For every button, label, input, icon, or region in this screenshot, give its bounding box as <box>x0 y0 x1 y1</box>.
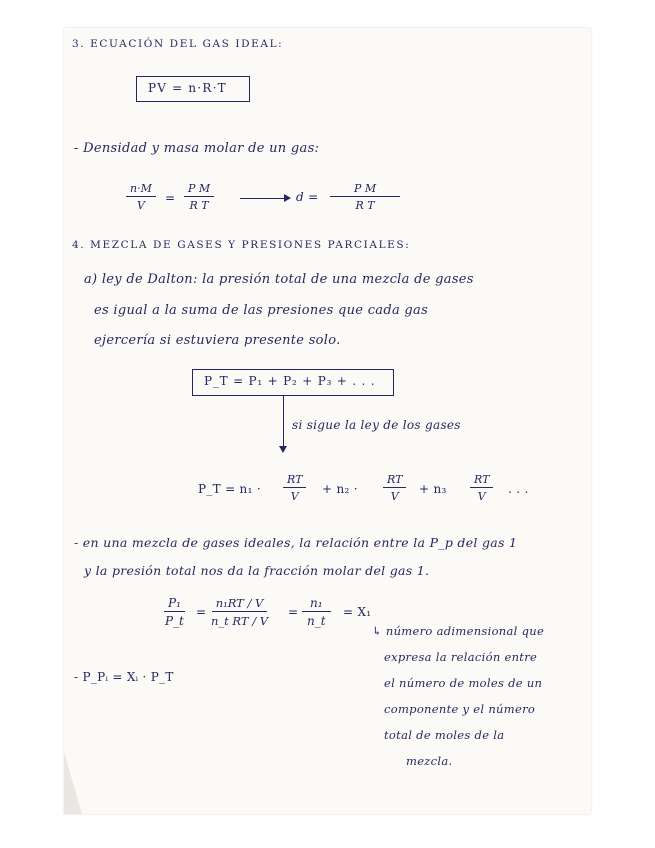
note-line-6: mezcla. <box>406 754 453 768</box>
mole-fraction-eq-2: = <box>288 605 299 619</box>
density-d-label: d = <box>296 190 319 204</box>
expansion-fraction-3-den: V <box>477 490 486 503</box>
mole-fraction-result: = X₁ <box>343 605 372 619</box>
ideal-mix-line-2: y la presión total nos da la fracción molar del gas 1. <box>84 563 430 578</box>
expansion-fraction-2-num: RT <box>383 473 406 488</box>
dalton-text-line-1: a) ley de Dalton: la presión total de una mezcla de gases <box>84 272 474 287</box>
density-heading: - Densidad y masa molar de un gas: <box>74 141 320 156</box>
expansion-fraction-2-den: V <box>390 490 399 503</box>
density-mid-numerator: P M <box>184 182 214 197</box>
density-rhs-denominator: R T <box>355 199 375 212</box>
dalton-text-line-2: es igual a la suma de las presiones que cada gas <box>94 303 429 318</box>
ideal-mix-line-1: - en una mezcla de gases ideales, la relación entre la P_p del gas 1 <box>74 535 518 550</box>
density-arrow-head <box>284 194 291 202</box>
mole-fraction-f1-den: P_t <box>164 614 184 628</box>
partial-pressure-formula: - P_Pᵢ = Xᵢ · P_T <box>74 670 174 684</box>
mole-fraction-f2-num: n₁RT / V <box>212 596 268 612</box>
density-lhs-numerator: n·M <box>126 182 156 197</box>
ideal-gas-formula: PV = n·R·T <box>148 81 227 95</box>
expansion-plus-3: + n₃ <box>419 482 447 496</box>
expansion-tail: . . . <box>508 482 529 496</box>
note-line-1: ↳ número adimensional que <box>372 624 545 638</box>
density-rhs-numerator: P M <box>330 182 400 197</box>
density-mid-denominator: R T <box>189 199 209 212</box>
page-fold <box>64 752 82 814</box>
density-lhs-denominator: V <box>136 199 145 212</box>
note-line-4: componente y el número <box>384 702 536 716</box>
expansion-lhs: P_T = n₁ · <box>198 482 261 496</box>
expansion-fraction-3-num: RT <box>470 473 493 488</box>
section-3-heading: 3. ECUACIÓN DEL GAS IDEAL: <box>72 38 284 50</box>
density-mid-fraction <box>184 182 214 212</box>
expansion-fraction-1-num: RT <box>283 473 306 488</box>
mole-fraction-f1-num: P₁ <box>164 596 185 612</box>
note-line-2: expresa la relación entre <box>384 650 538 664</box>
mole-fraction-f1 <box>164 596 185 628</box>
mole-fraction-eq-1: = <box>196 605 207 619</box>
dalton-text-line-3: ejercería si estuviera presente solo. <box>94 333 341 348</box>
gas-law-arrow-line <box>283 395 284 447</box>
section-4-heading: 4. MEZCLA DE GASES Y PRESIONES PARCIALES: <box>72 239 411 251</box>
total-pressure-formula: P_T = P₁ + P₂ + P₃ + . . . <box>204 374 376 388</box>
expansion-fraction-1 <box>283 473 306 503</box>
note-line-5: total de moles de la <box>384 728 505 742</box>
density-equals: = <box>165 191 176 205</box>
gas-law-arrow-head <box>279 446 287 453</box>
gas-law-note: si sigue la ley de los gases <box>292 418 461 432</box>
density-rhs-fraction <box>330 182 400 212</box>
density-arrow-line <box>240 198 286 199</box>
mole-fraction-f2-den: n_t RT / V <box>211 614 269 628</box>
density-lhs-fraction <box>126 182 156 212</box>
expansion-fraction-2 <box>383 473 406 503</box>
mole-fraction-f2 <box>211 596 268 628</box>
expansion-plus-2: + n₂ · <box>322 482 358 496</box>
mole-fraction-f3-num: n₁ <box>302 596 331 612</box>
mole-fraction-f3 <box>302 596 331 628</box>
note-line-3: el número de moles de un <box>384 676 543 690</box>
expansion-fraction-1-den: V <box>290 490 299 503</box>
expansion-fraction-3 <box>470 473 493 503</box>
mole-fraction-f3-den: n_t <box>306 614 326 628</box>
